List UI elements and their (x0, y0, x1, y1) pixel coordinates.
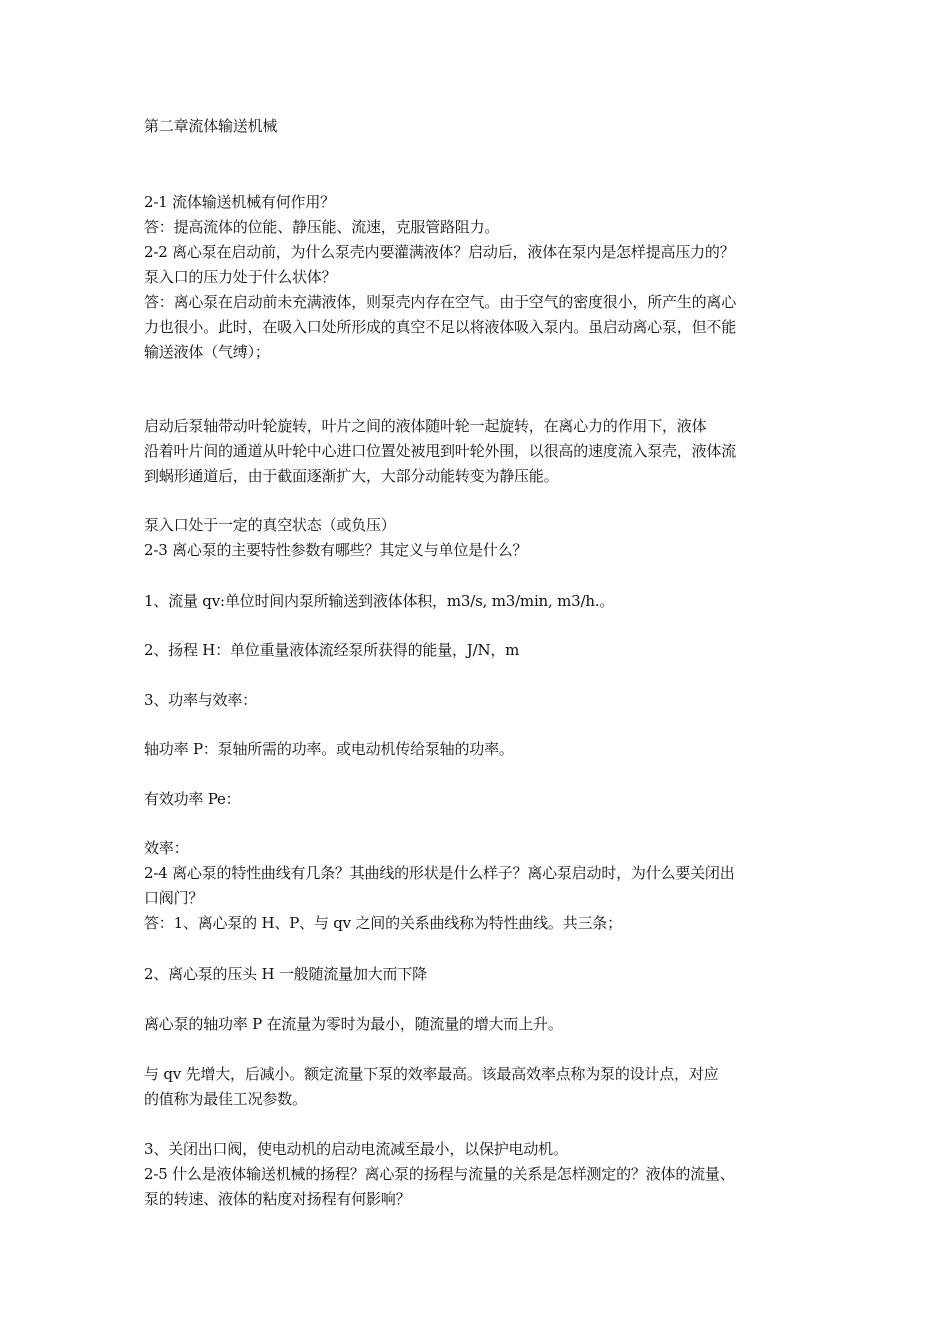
answer-2-4-line-2: 2、离心泵的压头 H 一般随流量加大而下降 (144, 965, 427, 983)
question-2-2-line-1: 2-2 离心泵在启动前，为什么泵壳内要灌满液体？启动后，液体在泵内是怎样提高压力的？ (144, 243, 735, 261)
answer-2-3-head: 2、扬程 H：单位重量液体流经泵所获得的能量，J/N，m (144, 641, 520, 659)
answer-2-2-line-6: 到蜗形通道后，由于截面逐渐扩大，大部分动能转变为静压能。 (144, 467, 559, 485)
answer-2-3-efficiency: 效率： (144, 839, 189, 857)
answer-2-3-effective-power: 有效功率 Pe： (144, 790, 241, 808)
question-2-4-line-1: 2-4 离心泵的特性曲线有几条？其曲线的形状是什么样子？离心泵启动时，为什么要关闭出 (144, 864, 735, 882)
answer-2-2-line-5: 沿着叶片间的通道从叶轮中心进口位置处被甩到叶轮外围，以很高的速度流入泵壳，液体流 (144, 442, 737, 460)
question-2-2-line-2: 泵入口的压力处于什么状体？ (144, 268, 337, 286)
answer-2-3-shaft-power: 轴功率 P：泵轴所需的功率。或电动机传给泵轴的功率。 (144, 740, 514, 758)
answer-2-3-power: 3、功率与效率： (144, 691, 257, 709)
answer-2-2-line-2: 力也很小。此时，在吸入口处所形成的真空不足以将液体吸入泵内。虽启动离心泵，但不能 (144, 318, 737, 336)
answer-2-2-line-1: 答：离心泵在启动前未充满液体，则泵壳内存在空气。由于空气的密度很小，所产生的离心 (144, 293, 737, 311)
answer-2-2-line-3: 输送液体（气缚）； (144, 343, 270, 361)
answer-2-4-line-1: 答：1、离心泵的 H、P、与 qv 之间的关系曲线称为特性曲线。共三条； (144, 914, 622, 932)
answer-2-4-line-6: 3、关闭出口阀，使电动机的启动电流减至最小，以保护电动机。 (144, 1140, 568, 1158)
answer-2-4-line-3: 离心泵的轴功率 P 在流量为零时为最小，随流量的增大而上升。 (144, 1015, 563, 1033)
answer-2-4-line-4: 与 qv 先增大，后减小。额定流量下泵的效率最高。该最高效率点称为泵的设计点，对应 (144, 1065, 719, 1083)
answer-2-2-line-7: 泵入口处于一定的真空状态（或负压） (144, 516, 396, 534)
answer-2-1: 答：提高流体的位能、静压能、流速，克服管路阻力。 (144, 218, 500, 236)
chapter-title: 第二章流体输送机械 (144, 117, 278, 135)
question-2-5-line-1: 2-5 什么是液体输送机械的扬程？离心泵的扬程与流量的关系是怎样测定的？液体的流量、 (144, 1165, 735, 1183)
answer-2-4-line-5: 的值称为最佳工况参数。 (144, 1090, 307, 1108)
question-2-5-line-2: 泵的转速、液体的粘度对扬程有何影响？ (144, 1190, 411, 1208)
question-2-1: 2-1 流体输送机械有何作用？ (144, 193, 335, 211)
answer-2-3-flow: 1、流量 qv:单位时间内泵所输送到液体体积，m3/s, m3/min, m3/h.。 (144, 592, 615, 610)
question-2-3: 2-3 离心泵的主要特性参数有哪些？其定义与单位是什么？ (144, 541, 528, 559)
question-2-4-line-2: 口阀门？ (144, 889, 204, 907)
answer-2-2-line-4: 启动后泵轴带动叶轮旋转，叶片之间的液体随叶轮一起旋转，在离心力的作用下，液体 (144, 417, 707, 435)
